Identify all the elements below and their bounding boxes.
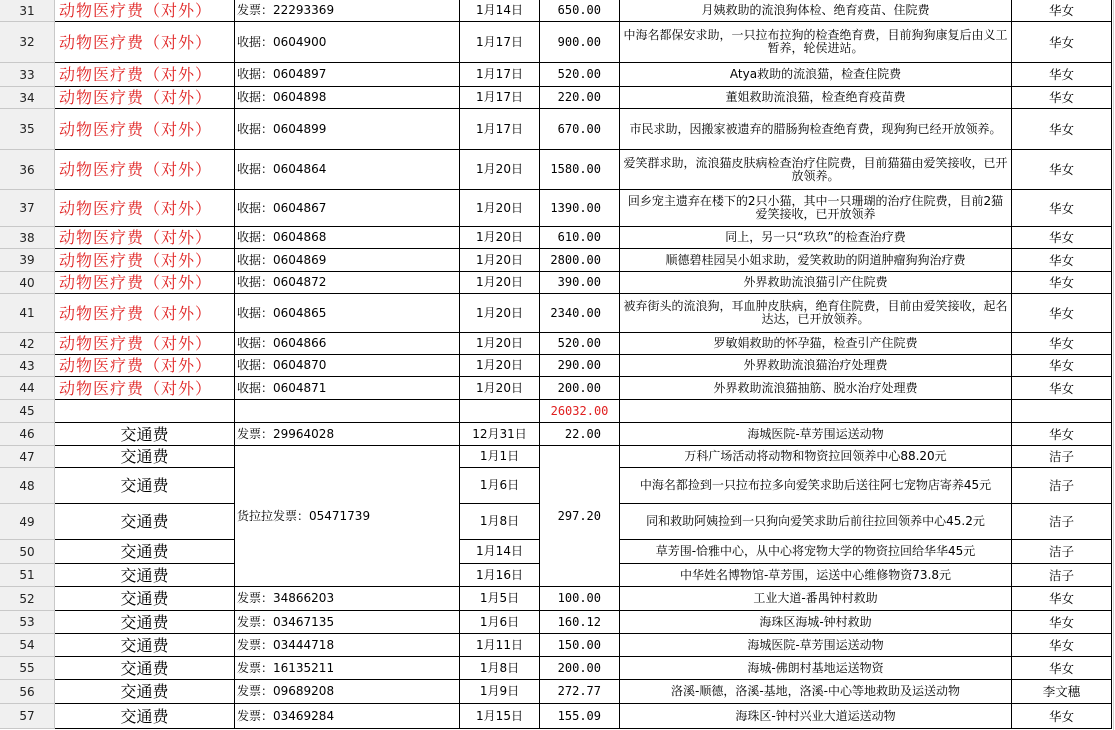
description-cell[interactable]: 月姨救助的流浪狗体检、绝育疫苗、住院费 [620, 0, 1012, 22]
merged-receipt-cell[interactable]: 货拉拉发票：05471739 [235, 446, 460, 587]
row-header[interactable]: 52 [0, 587, 55, 611]
receipt-cell[interactable]: 发票：03467135 [235, 611, 460, 634]
description-cell[interactable]: 万科广场活动将动物和物资拉回领养中心88.20元 [620, 446, 1012, 468]
category-cell[interactable]: 动物医疗费（对外） [55, 249, 235, 272]
category-cell[interactable]: 交通费 [55, 446, 235, 468]
date-cell[interactable]: 1月20日 [460, 355, 540, 377]
description-cell[interactable]: 外界救助流浪猫治疗处理费 [620, 355, 1012, 377]
amount-cell[interactable]: 610.00 [540, 227, 620, 249]
category-cell[interactable]: 动物医疗费（对外） [55, 150, 235, 190]
merged-amount-cell[interactable]: 297.20 [540, 446, 620, 587]
date-cell[interactable]: 1月11日 [460, 634, 540, 657]
amount-cell[interactable]: 520.00 [540, 333, 620, 355]
row-header[interactable]: 54 [0, 634, 55, 657]
date-cell[interactable]: 1月20日 [460, 249, 540, 272]
date-cell[interactable]: 1月20日 [460, 333, 540, 355]
handler-cell[interactable]: 华女 [1012, 333, 1112, 355]
row-header[interactable]: 34 [0, 87, 55, 109]
handler-cell[interactable]: 华女 [1012, 150, 1112, 190]
description-cell[interactable]: 同上，另一只“玖玖”的检查治疗费 [620, 227, 1012, 249]
row-header[interactable]: 46 [0, 423, 55, 446]
amount-cell[interactable]: 22.00 [540, 423, 620, 446]
handler-cell[interactable] [1012, 400, 1112, 423]
date-cell[interactable]: 1月16日 [460, 564, 540, 587]
row-header[interactable]: 41 [0, 294, 55, 333]
description-cell[interactable]: 海珠区-钟村兴业大道运送动物 [620, 704, 1012, 729]
category-cell[interactable]: 动物医疗费（对外） [55, 272, 235, 294]
description-cell[interactable]: 董姐救助流浪猫，检查绝育疫苗费 [620, 87, 1012, 109]
description-cell[interactable]: 被弃街头的流浪狗，耳血肿皮肤病，绝育住院费，目前由爱笑接收，起名达达，已开放领养。 [620, 294, 1012, 333]
date-cell[interactable]: 1月6日 [460, 611, 540, 634]
handler-cell[interactable]: 洁子 [1012, 468, 1112, 504]
description-cell[interactable]: 中海名都捡到一只拉布拉多向爱笑求助后送往阿七宠物店寄养45元 [620, 468, 1012, 504]
row-header[interactable]: 44 [0, 377, 55, 400]
amount-cell[interactable]: 220.00 [540, 87, 620, 109]
description-cell[interactable]: 中海名都保安求助，一只拉布拉狗的检查绝育费，目前狗狗康复后由义工暂养，轮侯进站。 [620, 22, 1012, 63]
row-header[interactable]: 47 [0, 446, 55, 468]
grid-divider [1113, 0, 1114, 730]
description-cell[interactable]: 爱笑群求助，流浪猫皮肤病检查治疗住院费，目前猫猫由爱笑接收，已开放领养。 [620, 150, 1012, 190]
description-cell[interactable]: 顺德碧桂园吴小姐求助，爱笑救助的阴道肿瘤狗狗治疗费 [620, 249, 1012, 272]
row-header[interactable]: 43 [0, 355, 55, 377]
row-header[interactable]: 48 [0, 468, 55, 504]
date-cell[interactable]: 1月17日 [460, 87, 540, 109]
description-cell[interactable]: 海珠区海城-钟村救助 [620, 611, 1012, 634]
handler-cell[interactable]: 洁子 [1012, 504, 1112, 540]
category-cell[interactable] [55, 400, 235, 423]
description-cell[interactable]: 回乡宠主遗弃在楼下的2只小猫，其中一只珊瑚的治疗住院费，目前2猫爱笑接收，已开放领养 [620, 190, 1012, 227]
category-cell[interactable]: 动物医疗费（对外） [55, 0, 235, 22]
category-cell[interactable]: 动物医疗费（对外） [55, 22, 235, 63]
row-header[interactable]: 39 [0, 249, 55, 272]
date-cell[interactable]: 1月20日 [460, 150, 540, 190]
receipt-cell[interactable]: 收据：0604866 [235, 333, 460, 355]
date-cell[interactable]: 1月5日 [460, 587, 540, 611]
handler-cell[interactable]: 华女 [1012, 63, 1112, 87]
handler-cell[interactable]: 华女 [1012, 611, 1112, 634]
row-header[interactable]: 57 [0, 704, 55, 729]
receipt-cell[interactable]: 收据：0604900 [235, 22, 460, 63]
handler-cell[interactable]: 华女 [1012, 634, 1112, 657]
handler-cell[interactable]: 华女 [1012, 377, 1112, 400]
date-cell[interactable]: 12月31日 [460, 423, 540, 446]
date-cell[interactable]: 1月17日 [460, 22, 540, 63]
amount-cell[interactable]: 200.00 [540, 657, 620, 680]
description-cell[interactable]: 海城医院-草芳围运送动物 [620, 634, 1012, 657]
date-cell[interactable]: 1月8日 [460, 657, 540, 680]
receipt-cell[interactable]: 收据：0604898 [235, 87, 460, 109]
amount-cell[interactable]: 155.09 [540, 704, 620, 729]
description-cell[interactable]: 市民求助，因搬家被遗弃的腊肠狗检查绝育费，现狗狗已经开放领养。 [620, 109, 1012, 150]
category-cell[interactable]: 交通费 [55, 564, 235, 587]
description-cell[interactable]: 外界救助流浪猫抽筋、脱水治疗处理费 [620, 377, 1012, 400]
receipt-cell[interactable]: 收据：0604899 [235, 109, 460, 150]
date-cell[interactable]: 1月15日 [460, 704, 540, 729]
date-cell[interactable]: 1月20日 [460, 294, 540, 333]
handler-cell[interactable]: 华女 [1012, 190, 1112, 227]
row-header[interactable]: 40 [0, 272, 55, 294]
handler-cell[interactable]: 洁子 [1012, 540, 1112, 564]
category-cell[interactable]: 动物医疗费（对外） [55, 109, 235, 150]
handler-cell[interactable]: 华女 [1012, 294, 1112, 333]
row-header[interactable]: 36 [0, 150, 55, 190]
date-cell[interactable]: 1月20日 [460, 377, 540, 400]
handler-cell[interactable]: 华女 [1012, 423, 1112, 446]
receipt-cell[interactable]: 收据：0604867 [235, 190, 460, 227]
receipt-cell[interactable]: 发票：29964028 [235, 423, 460, 446]
description-cell[interactable]: Atya救助的流浪猫，检查住院费 [620, 63, 1012, 87]
receipt-cell[interactable]: 发票：09689208 [235, 680, 460, 704]
date-cell[interactable]: 1月14日 [460, 540, 540, 564]
row-header[interactable]: 31 [0, 0, 55, 22]
row-header[interactable]: 51 [0, 564, 55, 587]
row-header[interactable]: 38 [0, 227, 55, 249]
description-cell[interactable]: 洛溪-顺德，洛溪-基地，洛溪-中心等地救助及运送动物 [620, 680, 1012, 704]
handler-cell[interactable]: 华女 [1012, 657, 1112, 680]
date-cell[interactable]: 1月1日 [460, 446, 540, 468]
receipt-cell[interactable]: 发票：22293369 [235, 0, 460, 22]
row-header[interactable]: 50 [0, 540, 55, 564]
description-cell[interactable]: 工业大道-番禺钟村救助 [620, 587, 1012, 611]
amount-cell[interactable]: 1580.00 [540, 150, 620, 190]
date-cell[interactable]: 1月6日 [460, 468, 540, 504]
receipt-cell[interactable]: 收据：0604870 [235, 355, 460, 377]
handler-cell[interactable]: 洁子 [1012, 564, 1112, 587]
handler-cell[interactable]: 华女 [1012, 272, 1112, 294]
handler-cell[interactable]: 华女 [1012, 109, 1112, 150]
date-cell[interactable]: 1月14日 [460, 0, 540, 22]
handler-cell[interactable]: 华女 [1012, 22, 1112, 63]
row-header[interactable]: 32 [0, 22, 55, 63]
amount-cell[interactable]: 520.00 [540, 63, 620, 87]
category-cell[interactable]: 交通费 [55, 657, 235, 680]
row-header[interactable]: 53 [0, 611, 55, 634]
amount-cell[interactable]: 272.77 [540, 680, 620, 704]
receipt-cell[interactable]: 收据：0604897 [235, 63, 460, 87]
category-cell[interactable]: 动物医疗费（对外） [55, 63, 235, 87]
amount-cell[interactable]: 670.00 [540, 109, 620, 150]
description-cell[interactable]: 海城医院-草芳围运送动物 [620, 423, 1012, 446]
description-cell[interactable]: 草芳围-恰雅中心，从中心将宠物大学的物资拉回给华华45元 [620, 540, 1012, 564]
amount-cell[interactable]: 290.00 [540, 355, 620, 377]
category-cell[interactable]: 交通费 [55, 587, 235, 611]
handler-cell[interactable]: 李文穗 [1012, 680, 1112, 704]
receipt-cell[interactable]: 发票：34866203 [235, 587, 460, 611]
receipt-cell[interactable]: 收据：0604864 [235, 150, 460, 190]
row-header[interactable]: 37 [0, 190, 55, 227]
description-cell[interactable]: 中华姓名博物馆-草芳围，运送中心维修物资73.8元 [620, 564, 1012, 587]
amount-cell[interactable]: 150.00 [540, 634, 620, 657]
row-header[interactable]: 55 [0, 657, 55, 680]
date-cell[interactable]: 1月8日 [460, 504, 540, 540]
category-cell[interactable]: 交通费 [55, 634, 235, 657]
amount-cell[interactable]: 2800.00 [540, 249, 620, 272]
category-cell[interactable]: 动物医疗费（对外） [55, 227, 235, 249]
amount-cell[interactable]: 100.00 [540, 587, 620, 611]
category-cell[interactable]: 交通费 [55, 504, 235, 540]
row-header[interactable]: 42 [0, 333, 55, 355]
amount-cell[interactable]: 900.00 [540, 22, 620, 63]
handler-cell[interactable]: 华女 [1012, 587, 1112, 611]
date-cell[interactable]: 1月9日 [460, 680, 540, 704]
receipt-cell[interactable]: 收据：0604872 [235, 272, 460, 294]
amount-cell[interactable]: 200.00 [540, 377, 620, 400]
row-header[interactable]: 56 [0, 680, 55, 704]
date-cell[interactable]: 1月20日 [460, 272, 540, 294]
amount-cell[interactable]: 1390.00 [540, 190, 620, 227]
row-header[interactable]: 33 [0, 63, 55, 87]
date-cell[interactable] [460, 400, 540, 423]
date-cell[interactable]: 1月17日 [460, 63, 540, 87]
handler-cell[interactable]: 华女 [1012, 249, 1112, 272]
category-cell[interactable]: 交通费 [55, 468, 235, 504]
amount-cell[interactable]: 390.00 [540, 272, 620, 294]
receipt-cell[interactable]: 收据：0604869 [235, 249, 460, 272]
receipt-cell[interactable] [235, 400, 460, 423]
row-header[interactable]: 45 [0, 400, 55, 423]
category-cell[interactable]: 动物医疗费（对外） [55, 333, 235, 355]
subtotal-cell[interactable]: 26032.00 [540, 400, 620, 423]
receipt-cell[interactable]: 发票：03444718 [235, 634, 460, 657]
description-cell[interactable]: 海城-佛朗村基地运送物资 [620, 657, 1012, 680]
handler-cell[interactable]: 华女 [1012, 704, 1112, 729]
category-cell[interactable]: 动物医疗费（对外） [55, 190, 235, 227]
category-cell[interactable]: 动物医疗费（对外） [55, 87, 235, 109]
description-cell[interactable]: 同和救助阿姨捡到一只狗向爱笑求助后前往拉回领养中心45.2元 [620, 504, 1012, 540]
amount-cell[interactable]: 160.12 [540, 611, 620, 634]
handler-cell[interactable]: 洁子 [1012, 446, 1112, 468]
receipt-cell[interactable]: 收据：0604865 [235, 294, 460, 333]
category-cell[interactable]: 动物医疗费（对外） [55, 355, 235, 377]
receipt-cell[interactable]: 发票：16135211 [235, 657, 460, 680]
row-header[interactable]: 49 [0, 504, 55, 540]
date-cell[interactable]: 1月17日 [460, 109, 540, 150]
amount-cell[interactable]: 2340.00 [540, 294, 620, 333]
row-header[interactable]: 35 [0, 109, 55, 150]
category-cell[interactable]: 交通费 [55, 540, 235, 564]
category-cell[interactable]: 交通费 [55, 680, 235, 704]
receipt-cell[interactable]: 发票：03469284 [235, 704, 460, 729]
description-cell[interactable] [620, 400, 1012, 423]
description-cell[interactable]: 罗敏娟救助的怀孕猫，检查引产住院费 [620, 333, 1012, 355]
category-cell[interactable]: 动物医疗费（对外） [55, 377, 235, 400]
receipt-cell[interactable]: 收据：0604868 [235, 227, 460, 249]
handler-cell[interactable]: 华女 [1012, 87, 1112, 109]
category-cell[interactable]: 交通费 [55, 423, 235, 446]
description-cell[interactable]: 外界救助流浪猫引产住院费 [620, 272, 1012, 294]
date-cell[interactable]: 1月20日 [460, 227, 540, 249]
handler-cell[interactable]: 华女 [1012, 355, 1112, 377]
amount-cell[interactable]: 650.00 [540, 0, 620, 22]
category-cell[interactable]: 交通费 [55, 704, 235, 729]
receipt-cell[interactable]: 收据：0604871 [235, 377, 460, 400]
category-cell[interactable]: 动物医疗费（对外） [55, 294, 235, 333]
date-cell[interactable]: 1月20日 [460, 190, 540, 227]
handler-cell[interactable]: 华女 [1012, 0, 1112, 22]
handler-cell[interactable]: 华女 [1012, 227, 1112, 249]
category-cell[interactable]: 交通费 [55, 611, 235, 634]
